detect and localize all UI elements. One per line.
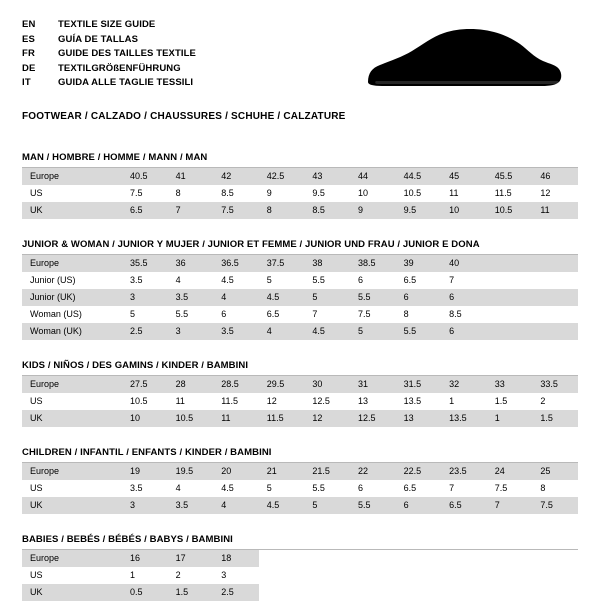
size-cell: [259, 550, 305, 567]
size-table-babies: [22, 550, 578, 601]
size-cell: 16: [122, 550, 168, 567]
size-cell: 10.5: [122, 393, 168, 410]
size-cell: [350, 567, 396, 584]
size-cell: 28.5: [213, 376, 259, 393]
table-row: [22, 480, 578, 497]
section-title: JUNIOR & WOMAN / JUNIOR Y MUJER / JUNIOR ET FEMME / JUNIOR UND FRAU / JUNIOR E DONA: [22, 239, 480, 250]
language-title: TEXTILGRÖßENFÜHRUNG: [58, 62, 181, 74]
section-man: [22, 152, 578, 219]
size-cell: 10.5: [396, 185, 442, 202]
size-cell: 45.5: [487, 168, 533, 185]
table-row: [22, 168, 578, 185]
table-row: [22, 272, 578, 289]
size-cell: 4: [168, 272, 214, 289]
size-cell: 20: [213, 463, 259, 480]
size-cell: 43: [304, 168, 350, 185]
size-cell: 22.5: [396, 463, 442, 480]
size-cell: 21: [259, 463, 305, 480]
size-cell: 1.5: [487, 393, 533, 410]
size-cell: 42.5: [259, 168, 305, 185]
size-cell: [487, 255, 533, 272]
size-cell: 9: [350, 202, 396, 219]
size-cell: [487, 306, 533, 323]
language-title-list: [22, 18, 196, 91]
language-row: [22, 47, 196, 62]
language-row: [22, 76, 196, 91]
size-table-man: [22, 168, 578, 219]
size-cell: 8: [259, 202, 305, 219]
table-row: [22, 306, 578, 323]
language-row: [22, 62, 196, 77]
language-title: GUIDA ALLE TAGLIE TESSILI: [58, 77, 194, 88]
size-cell: 3.5: [168, 289, 214, 306]
size-cell: [350, 584, 396, 601]
size-cell: [350, 550, 396, 567]
size-cell: 5: [259, 480, 305, 497]
language-row: [22, 18, 196, 33]
size-cell: [396, 550, 442, 567]
size-cell: 13: [396, 410, 442, 427]
row-label: Europe: [22, 376, 122, 393]
size-cell: 4: [213, 289, 259, 306]
size-cell: 5.5: [396, 323, 442, 340]
section-title: MAN / HOMBRE / HOMME / MANN / MAN: [22, 152, 208, 163]
language-code: DE: [22, 62, 36, 74]
size-cell: [441, 584, 487, 601]
size-cell: 11.5: [487, 185, 533, 202]
table-row: [22, 255, 578, 272]
size-cell: 6.5: [441, 497, 487, 514]
size-cell: 1: [487, 410, 533, 427]
size-cell: 31.5: [396, 376, 442, 393]
size-cell: [532, 255, 578, 272]
size-cell: [441, 550, 487, 567]
size-cell: 3: [168, 323, 214, 340]
size-cell: 17: [168, 550, 214, 567]
size-cell: 5: [259, 272, 305, 289]
size-cell: 4.5: [259, 497, 305, 514]
table-row: [22, 376, 578, 393]
size-cell: 4.5: [259, 289, 305, 306]
size-cell: 8: [168, 185, 214, 202]
size-cell: 5: [304, 497, 350, 514]
row-label: UK: [22, 584, 122, 601]
size-cell: 3: [213, 567, 259, 584]
size-cell: [532, 323, 578, 340]
section-kids: [22, 360, 578, 427]
size-cell: 8.5: [304, 202, 350, 219]
size-cell: 6: [350, 272, 396, 289]
size-cell: [532, 567, 578, 584]
size-cell: 44.5: [396, 168, 442, 185]
size-table-kids: [22, 376, 578, 427]
size-cell: [532, 289, 578, 306]
row-label: UK: [22, 497, 122, 514]
size-cell: 13: [350, 393, 396, 410]
row-label: Europe: [22, 255, 122, 272]
size-cell: 30: [304, 376, 350, 393]
size-cell: 5.5: [350, 289, 396, 306]
row-label: US: [22, 185, 122, 202]
size-cell: 5: [304, 289, 350, 306]
language-code: ES: [22, 33, 36, 45]
size-cell: 12: [259, 393, 305, 410]
size-cell: 1: [122, 567, 168, 584]
size-cell: 7: [487, 497, 533, 514]
size-cell: 6: [441, 323, 487, 340]
size-cell: 5.5: [304, 272, 350, 289]
size-cell: 11.5: [213, 393, 259, 410]
section-title: BABIES / BEBÉS / BÉBÉS / BABYS / BAMBINI: [22, 534, 233, 545]
size-cell: [259, 567, 305, 584]
size-cell: 1: [441, 393, 487, 410]
size-cell: 22: [350, 463, 396, 480]
section-children: [22, 447, 578, 514]
size-cell: 5.5: [350, 497, 396, 514]
size-cell: 2: [168, 567, 214, 584]
section-title: KIDS / NIÑOS / DES GAMINS / KINDER / BAMBINI: [22, 360, 249, 371]
size-cell: 13.5: [441, 410, 487, 427]
size-cell: 31: [350, 376, 396, 393]
dress-shoe-icon: [360, 24, 570, 96]
row-label: US: [22, 393, 122, 410]
size-table-children: [22, 463, 578, 514]
size-cell: 3.5: [122, 272, 168, 289]
size-cell: [304, 584, 350, 601]
size-cell: 6.5: [122, 202, 168, 219]
size-cell: 0.5: [122, 584, 168, 601]
size-cell: [487, 272, 533, 289]
size-cell: [487, 289, 533, 306]
footwear-heading: FOOTWEAR / CALZADO / CHAUSSURES / SCHUHE / CALZATURE: [22, 111, 346, 122]
size-cell: 4: [213, 497, 259, 514]
size-cell: 2.5: [122, 323, 168, 340]
size-cell: 11: [532, 202, 578, 219]
size-cell: 6.5: [396, 480, 442, 497]
row-label: US: [22, 480, 122, 497]
size-cell: 40: [441, 255, 487, 272]
size-cell: [259, 584, 305, 601]
row-label: Europe: [22, 168, 122, 185]
size-cell: [487, 584, 533, 601]
size-cell: 1.5: [532, 410, 578, 427]
size-cell: 8.5: [441, 306, 487, 323]
row-label: Europe: [22, 463, 122, 480]
size-cell: 11: [213, 410, 259, 427]
size-cell: 8: [532, 480, 578, 497]
size-cell: 5: [122, 306, 168, 323]
size-cell: 4.5: [213, 480, 259, 497]
size-cell: 46: [532, 168, 578, 185]
size-cell: 36: [168, 255, 214, 272]
size-cell: 6: [213, 306, 259, 323]
size-cell: 12.5: [304, 393, 350, 410]
size-cell: 9: [259, 185, 305, 202]
size-cell: 4: [259, 323, 305, 340]
size-cell: 25: [532, 463, 578, 480]
size-cell: 21.5: [304, 463, 350, 480]
table-row: [22, 393, 578, 410]
header: [22, 18, 578, 96]
size-cell: 11.5: [259, 410, 305, 427]
size-cell: [532, 584, 578, 601]
size-cell: 6: [441, 289, 487, 306]
size-cell: 42: [213, 168, 259, 185]
size-cell: 36.5: [213, 255, 259, 272]
size-cell: 6: [350, 480, 396, 497]
row-label: Woman (UK): [22, 323, 122, 340]
table-row: [22, 185, 578, 202]
size-cell: 6.5: [396, 272, 442, 289]
size-cell: 7.5: [487, 480, 533, 497]
size-cell: 6: [396, 497, 442, 514]
size-cell: 7.5: [122, 185, 168, 202]
size-cell: 6.5: [259, 306, 305, 323]
row-label: US: [22, 567, 122, 584]
size-cell: [396, 567, 442, 584]
size-cell: 4.5: [213, 272, 259, 289]
size-cell: 11: [168, 393, 214, 410]
language-row: [22, 33, 196, 48]
size-cell: 19.5: [168, 463, 214, 480]
size-cell: 7.5: [532, 497, 578, 514]
section-babies: [22, 534, 578, 601]
size-cell: [532, 550, 578, 567]
row-label: Europe: [22, 550, 122, 567]
size-cell: 12: [304, 410, 350, 427]
row-label: Woman (US): [22, 306, 122, 323]
size-cell: 38: [304, 255, 350, 272]
size-cell: 3.5: [122, 480, 168, 497]
size-cell: 33.5: [532, 376, 578, 393]
table-row: [22, 202, 578, 219]
size-cell: 3: [122, 497, 168, 514]
row-label: Junior (US): [22, 272, 122, 289]
size-cell: 9.5: [396, 202, 442, 219]
size-cell: 33: [487, 376, 533, 393]
size-cell: 7: [304, 306, 350, 323]
size-cell: 3.5: [213, 323, 259, 340]
table-row: [22, 410, 578, 427]
size-cell: 28: [168, 376, 214, 393]
size-table-junior-woman: [22, 255, 578, 340]
size-cell: 38.5: [350, 255, 396, 272]
size-cell: 8: [396, 306, 442, 323]
table-row: [22, 323, 578, 340]
size-cell: [441, 567, 487, 584]
size-cell: 7.5: [350, 306, 396, 323]
table-row: [22, 497, 578, 514]
size-cell: 8.5: [213, 185, 259, 202]
size-cell: 9.5: [304, 185, 350, 202]
size-cell: 44: [350, 168, 396, 185]
table-row: [22, 463, 578, 480]
language-code: IT: [22, 77, 31, 88]
size-cell: [532, 272, 578, 289]
size-cell: 2: [532, 393, 578, 410]
size-cell: 1.5: [168, 584, 214, 601]
size-cell: [487, 550, 533, 567]
size-cell: 5.5: [304, 480, 350, 497]
size-cell: 35.5: [122, 255, 168, 272]
language-title: TEXTILE SIZE GUIDE: [58, 19, 156, 30]
size-cell: [487, 567, 533, 584]
table-row: [22, 567, 578, 584]
language-code: FR: [22, 48, 36, 59]
size-cell: 10.5: [487, 202, 533, 219]
size-cell: [532, 306, 578, 323]
size-cell: 7.5: [213, 202, 259, 219]
size-cell: 24: [487, 463, 533, 480]
size-cell: 41: [168, 168, 214, 185]
size-cell: 3.5: [168, 497, 214, 514]
size-cell: 29.5: [259, 376, 305, 393]
size-cell: 45: [441, 168, 487, 185]
size-cell: [304, 567, 350, 584]
size-cell: 5: [350, 323, 396, 340]
table-row: [22, 289, 578, 306]
row-label: Junior (UK): [22, 289, 122, 306]
size-cell: 7: [168, 202, 214, 219]
size-cell: [304, 550, 350, 567]
size-cell: 18: [213, 550, 259, 567]
language-title: GUÍA DE TALLAS: [58, 33, 139, 45]
row-label: UK: [22, 410, 122, 427]
size-cell: 10.5: [168, 410, 214, 427]
size-cell: 10: [122, 410, 168, 427]
size-cell: [396, 584, 442, 601]
language-title: GUIDE DES TAILLES TEXTILE: [58, 48, 196, 59]
size-cell: 37.5: [259, 255, 305, 272]
size-cell: 13.5: [396, 393, 442, 410]
size-cell: 6: [396, 289, 442, 306]
size-cell: 10: [441, 202, 487, 219]
size-cell: 2.5: [213, 584, 259, 601]
language-code: EN: [22, 19, 36, 30]
size-cell: 4.5: [304, 323, 350, 340]
size-cell: 19: [122, 463, 168, 480]
row-label: UK: [22, 202, 122, 219]
size-cell: 7: [441, 480, 487, 497]
size-cell: 23.5: [441, 463, 487, 480]
section-junior-woman: [22, 239, 578, 340]
size-cell: 4: [168, 480, 214, 497]
size-cell: 40.5: [122, 168, 168, 185]
size-cell: 10: [350, 185, 396, 202]
size-cell: 39: [396, 255, 442, 272]
size-cell: 12.5: [350, 410, 396, 427]
size-cell: 12: [532, 185, 578, 202]
table-row: [22, 550, 578, 567]
size-cell: 5.5: [168, 306, 214, 323]
size-cell: 7: [441, 272, 487, 289]
size-cell: 32: [441, 376, 487, 393]
size-cell: [487, 323, 533, 340]
size-cell: 3: [122, 289, 168, 306]
table-row: [22, 584, 578, 601]
size-cell: 11: [441, 185, 487, 202]
size-cell: 27.5: [122, 376, 168, 393]
section-title: CHILDREN / INFANTIL / ENFANTS / KINDER / BAMBINI: [22, 447, 272, 458]
